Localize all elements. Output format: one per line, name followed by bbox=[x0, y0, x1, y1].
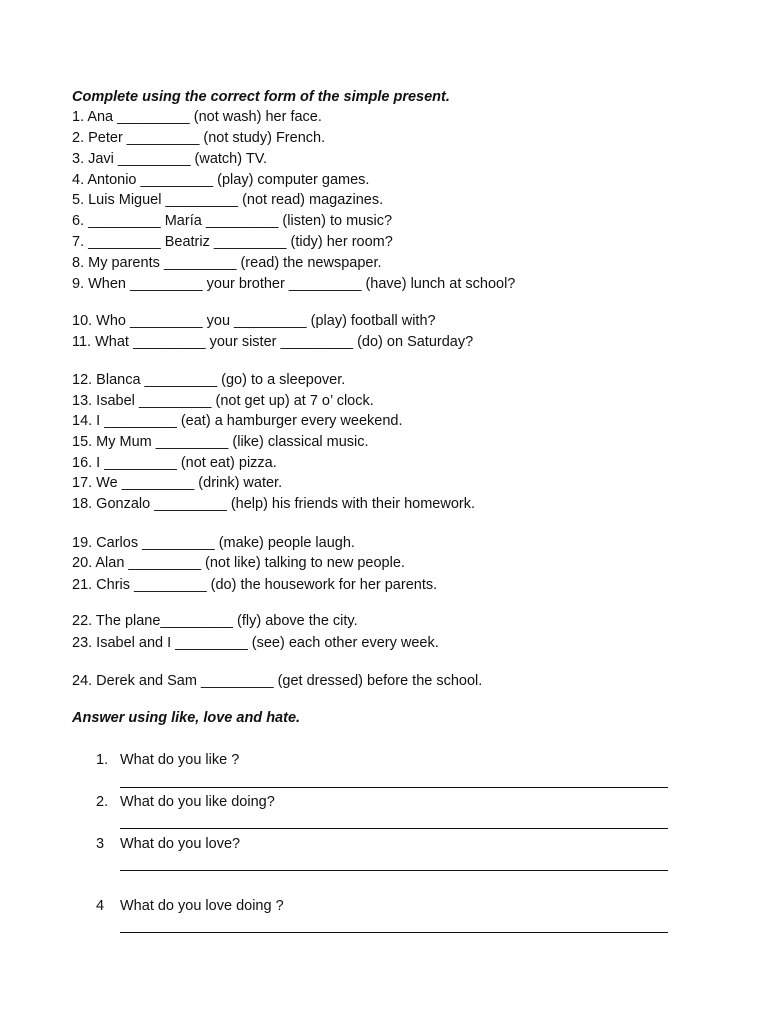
exercise-item-23: 23. Isabel and I _________ (see) each other every week. bbox=[72, 635, 439, 651]
exercise-item-5: 5. Luis Miguel _________ (not read) magazines. bbox=[72, 192, 384, 208]
exercise-item-6: 6. _________ María _________ (listen) to music? bbox=[72, 213, 393, 229]
exercise-item-10: 10. Who _________ you _________ (play) football with? bbox=[72, 313, 436, 329]
exercise-item-1: 1. Ana _________ (not wash) her face. bbox=[72, 109, 322, 125]
exercise-item-16: 16. I _________ (not eat) pizza. bbox=[72, 455, 277, 471]
answer-line-1[interactable] bbox=[120, 787, 668, 788]
exercise-item-13: 13. Isabel _________ (not get up) at 7 o’ clock. bbox=[72, 393, 374, 409]
question-number-3: 3 bbox=[96, 836, 105, 852]
question-text-3: What do you love? bbox=[120, 836, 241, 852]
exercise-item-20: 20. Alan _________ (not like) talking to new people. bbox=[72, 555, 405, 571]
exercise-item-4: 4. Antonio _________ (play) computer games. bbox=[72, 172, 370, 188]
exercise-item-14: 14. I _________ (eat) a hamburger every weekend. bbox=[72, 413, 403, 429]
exercise-item-17: 17. We _________ (drink) water. bbox=[72, 475, 283, 491]
exercise-item-19: 19. Carlos _________ (make) people laugh. bbox=[72, 535, 355, 551]
exercise-item-12: 12. Blanca _________ (go) to a sleepover. bbox=[72, 372, 346, 388]
exercise-item-2: 2. Peter _________ (not study) French. bbox=[72, 130, 326, 146]
exercise-item-11: 11. What _________ your sister _________ (do) on Saturday? bbox=[72, 334, 474, 350]
question-number-1: 1. bbox=[96, 752, 109, 768]
answer-line-2[interactable] bbox=[120, 828, 668, 829]
question-number-2: 2. bbox=[96, 794, 109, 810]
exercise-item-22: 22. The plane_________ (fly) above the city. bbox=[72, 613, 358, 629]
exercise-item-8: 8. My parents _________ (read) the newspaper. bbox=[72, 255, 382, 271]
question-number-4: 4 bbox=[96, 898, 105, 914]
exercise-item-15: 15. My Mum _________ (like) classical music. bbox=[72, 434, 369, 450]
answer-line-3[interactable] bbox=[120, 870, 668, 871]
section2-heading: Answer using like, love and hate. bbox=[72, 710, 301, 726]
question-text-1: What do you like ? bbox=[120, 752, 240, 768]
exercise-item-3: 3. Javi _________ (watch) TV. bbox=[72, 151, 268, 167]
question-text-2: What do you like doing? bbox=[120, 794, 275, 810]
section1-heading: Complete using the correct form of the simple present. bbox=[72, 89, 450, 105]
exercise-item-18: 18. Gonzalo _________ (help) his friends with their homework. bbox=[72, 496, 476, 512]
exercise-item-9: 9. When _________ your brother _________ (have) lunch at school? bbox=[72, 276, 516, 292]
exercise-item-7: 7. _________ Beatriz _________ (tidy) her room? bbox=[72, 234, 393, 250]
exercise-item-24: 24. Derek and Sam _________ (get dressed) before the school. bbox=[72, 673, 483, 689]
answer-line-4[interactable] bbox=[120, 932, 668, 933]
exercise-item-21: 21. Chris _________ (do) the housework for her parents. bbox=[72, 577, 438, 593]
question-text-4: What do you love doing ? bbox=[120, 898, 284, 914]
